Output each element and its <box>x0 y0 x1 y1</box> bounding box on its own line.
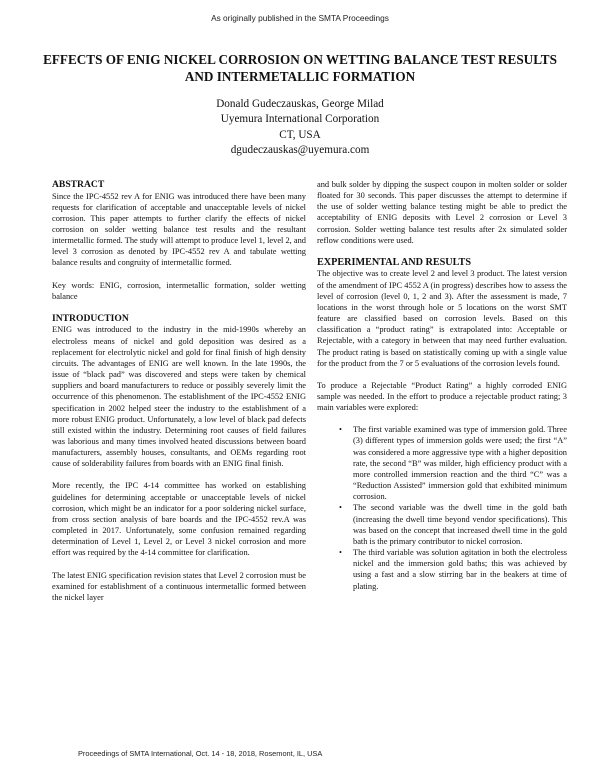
list-item <box>317 502 567 547</box>
introduction-heading: INTRODUCTION <box>52 312 129 324</box>
bullet-icon: • <box>339 503 342 513</box>
author-block <box>0 97 600 158</box>
author-names: Donald Gudeczauskas, George Milad <box>216 98 384 110</box>
right-column <box>317 179 567 592</box>
experimental-paragraph: The objective was to create level 2 and level 3 product. The latest version of the amendment of IPC 4552 A (in progress) describes how to assess the level of corrosion (level 0, 1, 2 and 3). After the assessment is made, 7 locations in the worst through hole or 5 locations on the worst SMT feature are classified based on corrosion levels. Based on this classification a “product rating” is extrapolated into: Acceptable or Rejectable, with a category in between that may need further evaluation. The product rating is based on statistically coming up with a single value for the product from the 7 or 5 evaluations of the corrosion levels found. <box>317 269 567 368</box>
introduction-paragraph: More recently, the IPC 4-14 committee has worked on establishing guidelines for determining acceptable or unacceptable levels of nickel corrosion, which might be an indicator for a poor soldering nickel surface, from cross section analysis of bare boards and the IPC-4552 rev.A was completed in 2017. Unfortunately, some confusion remained regarding determination of Level 1, Level 2, or Level 3 nickel corrosion and more effort was required by the 4-14 committee for clarification. <box>52 481 306 558</box>
list-item-text: The third variable was solution agitation in both the electroless nickel and the immersion gold baths; this was achieved by using a fast and a slow stirring bar in the beakers at time of plating. <box>353 548 567 591</box>
author-email: dgudeczauskas@uyemura.com <box>230 143 370 156</box>
author-affiliation: Uyemura International Corporation <box>220 113 380 126</box>
introduction-paragraph: ENIG was introduced to the industry in the mid-1990s whereby an electroless means of nickel and gold deposition was desired as a replacement for electrolytic nickel and gold for final finish of high density circuits. The advantages of ENIG are well known. In the late 1990s, the issue of “black pad” was discovered and steps were taken by chemical suppliers and board manufacturers to reduce or possibly severely limit the occurrence of this phenomenon. The establishment of the IPC-4552 ENIG specification in 2002 helped steer the industry to the establishment of a more robust ENIG product. Unfortunately, a low level of black pad defects still existed within the industry. Determining root causes of field failures was laborious and many times involved heated discussions between board manufacturers, assembly houses, consultants, and OEMs regarding root cause of solderability failures from boards with an ENIG final finish. <box>52 325 306 469</box>
list-item <box>317 547 567 592</box>
bullet-icon: • <box>339 425 342 435</box>
abstract-heading: ABSTRACT <box>52 179 105 190</box>
list-item <box>317 424 567 502</box>
bullet-icon: • <box>339 548 342 558</box>
paper-title: EFFECTS OF ENIG NICKEL CORROSION ON WETTING BALANCE TEST RESULTS AND INTERMETALLIC FORMATION <box>43 52 557 84</box>
publication-note: As originally published in the SMTA Proceedings <box>211 13 389 23</box>
left-column <box>52 179 306 614</box>
experimental-heading: EXPERIMENTAL AND RESULTS <box>317 256 471 268</box>
page-footer: Proceedings of SMTA International, Oct. 14 - 18, 2018, Rosemont, IL, USA <box>78 749 323 758</box>
list-item-text: The first variable examined was type of immersion gold. Three (3) different types of immersion golds were used; the first “A” was considered a more aggressive type with a higher deposition rate, the second “B” was milder, high efficiency product with a more controlled immersion reaction and the third “C” was a “Reduction Assisted” immersion gold that exhibited minimum corrosion. <box>353 425 567 502</box>
list-item-text: The second variable was the dwell time in the gold bath (increasing the dwell time beyond vendor specifications). This was based on the concept that increased dwell time in the gold bath is the primary contributor to nickel corrosion. <box>353 503 567 546</box>
keywords: Key words: ENIG, corrosion, intermetallic formation, solder wetting balance <box>52 280 306 301</box>
variables-list <box>317 424 567 591</box>
introduction-paragraph: The latest ENIG specification revision states that Level 2 corrosion must be examined for establishment of a continuous intermetallic formed between the nickel layer <box>52 570 306 602</box>
experimental-paragraph: To produce a Rejectable “Product Rating” a highly corroded ENIG sample was needed. In the effort to produce a rejectable product rating; 3 main variables were explored: <box>317 380 567 413</box>
abstract-text: Since the IPC-4552 rev A for ENIG was introduced there have been many requests for clarification of acceptable and unacceptable levels of nickel corrosion. This paper attempts to further clarify the effects of nickel corrosion on solder wetting balance test results and the resultant intermetallic formed. The study will attempt to produce level 1, level 2, and level 3 corrosion as denoted by IPC-4552 rev A and tabulate wetting balance results and congruity of intermetallic formed. <box>52 191 306 268</box>
author-location: CT, USA <box>279 128 321 141</box>
continued-paragraph: and bulk solder by dipping the suspect coupon in molten solder or solder floated for 30 seconds. This paper discusses the attempt to determine if the use of solder wetting balance testing might be able to predict the acceptability of ENIG deposits with Level 2 corrosion or Level 3 corrosion. Solder wetting balance test results after 2x simulated solder reflow conditions were used. <box>317 180 567 245</box>
